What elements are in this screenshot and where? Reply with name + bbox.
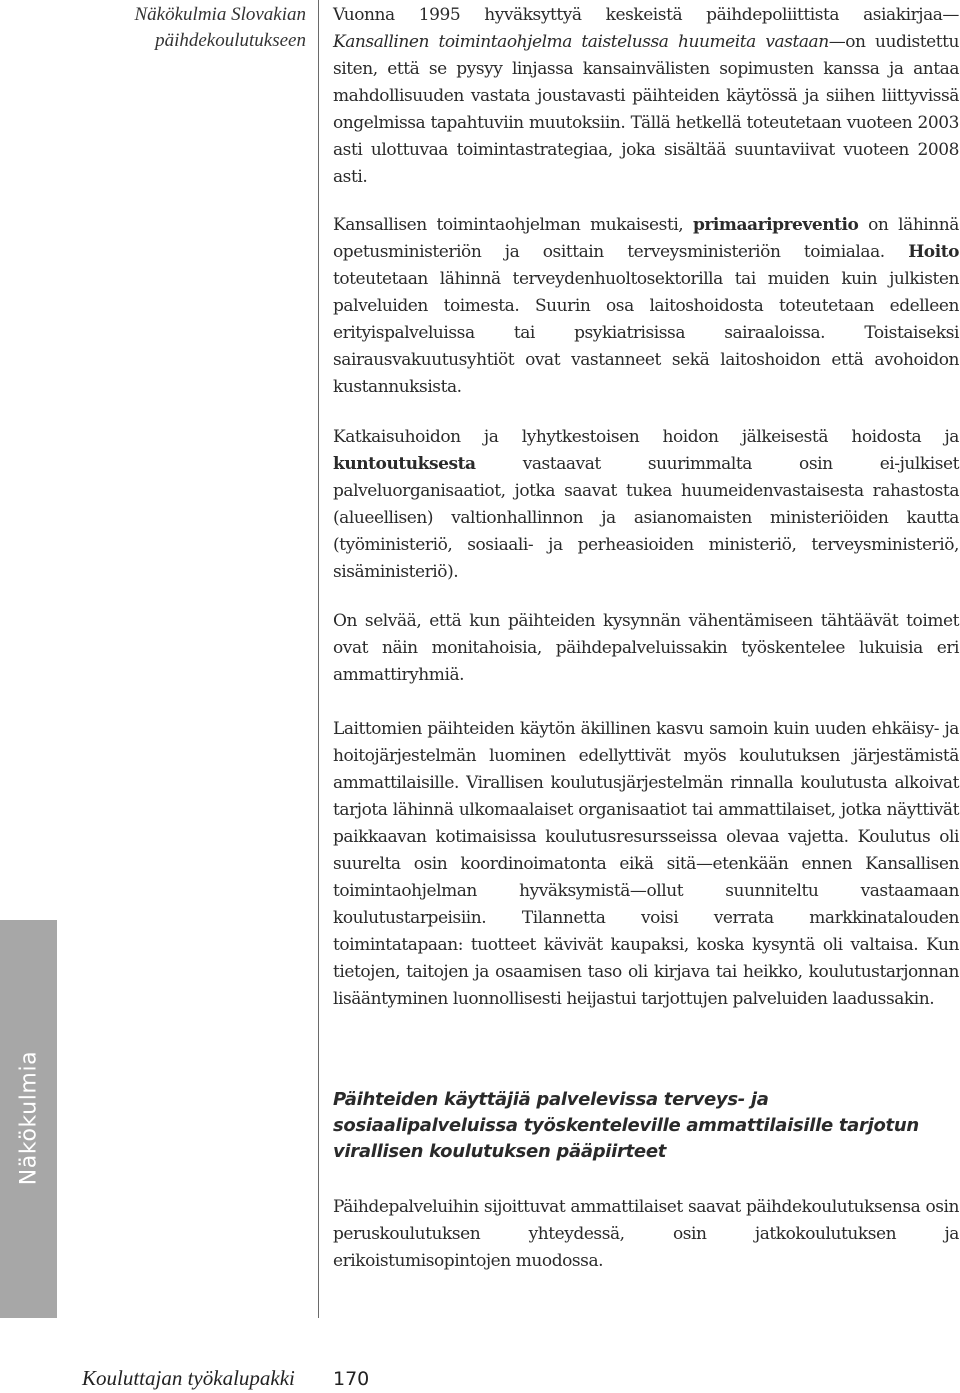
paragraph-2-text-c: toteutetaan lähinnä terveydenhuoltosektorilla tai muiden kuin julkisten palveluiden toimesta. Suurin osa laitoshoidosta toteutetaan edelleen erityispalveluissa tai psykiatrisissa sairaaloissa. Toistaiseksi sairausvakuutusyhtiöt ovat vastanneet sekä laitoshoidon että avohoidon kustannuksista. xyxy=(333,269,959,397)
paragraph-2-text-b: on lähinnä opetusministeriön ja osittain terveysministeriön toimialaa. xyxy=(333,215,959,262)
vertical-divider xyxy=(318,0,319,1318)
paragraph-2-bold-term-2: Hoito xyxy=(908,242,959,262)
paragraph-3 xyxy=(333,424,959,586)
paragraph-1-italic-title: Kansallinen toimintaohjelma taistelussa huumeita vastaan xyxy=(333,32,829,52)
paragraph-1-text-b: —on uudistettu siten, että se pysyy linjassa kansainvälisten sopimusten kanssa ja antaa mahdollisuuden vastata joustavasti päihteiden käytössä ja siihen liittyvissä ongelmissa tapahtuviin muutoksiin. Tällä hetkellä toteutetaan vuoteen 2003 asti ulottuvaa toimintastrategiaa, joka sisältää suuntaviivat vuoteen 2008 asti. xyxy=(333,32,959,187)
paragraph-4: On selvää, että kun päihteiden kysynnän vähentämiseen tähtäävät toimet ovat näin monitahoisia, päihdepalveluissakin työskentelee lukuisia eri ammattiryhmiä. xyxy=(333,611,959,685)
paragraph-2-bold-term-1: primaaripreventio xyxy=(692,215,859,235)
paragraph-3-text-a: Katkaisuhoidon ja lyhytkestoisen hoidon jälkeisestä hoidosta ja xyxy=(333,427,959,447)
section-title: Näkökulmia Slovakian päihdekoulutukseen xyxy=(134,4,306,51)
paragraph-3-text-b: vastaavat suurimmalta osin ei-julkiset palveluorganisaatiot, jotka saavat tukea huumeidenvastaisesta rahastosta (alueellisen) valtionhallinnon ja asianomaisten ministeriöiden kautta (työministeriö, sosiaali- ja perheasioiden ministeriö, terveysministeriö, sisäministeriö). xyxy=(333,454,959,582)
subheading: Päihteiden käyttäjiä palvelevissa terveys- ja sosiaalipalveluissa työskenteleville ammattilaisille tarjotun virallisen koulutuksen pääpiirteet xyxy=(333,1089,919,1162)
side-tab-label: Näkökulmia xyxy=(16,1050,42,1186)
paragraph-1 xyxy=(333,2,959,191)
paragraph-1-text-a: Vuonna 1995 hyväksyttyä keskeistä päihdepoliittista asiakirjaa— xyxy=(333,5,959,25)
paragraph-3-bold-term: kuntoutuksesta xyxy=(333,454,476,474)
paragraph-6: Päihdepalveluihin sijoittuvat ammattilaiset saavat päihdekoulutuksensa osin peruskoulutuksen yhteydessä, osin jatkokoulutuksen ja erikoistumisopintojen muodossa. xyxy=(333,1197,959,1271)
footer-page-number: 170 xyxy=(333,1368,370,1390)
paragraph-2 xyxy=(333,212,959,401)
paragraph-2-text-a: Kansallisen toimintaohjelman mukaisesti, xyxy=(333,215,693,235)
paragraph-5: Laittomien päihteiden käytön äkillinen kasvu samoin kuin uuden ehkäisy- ja hoitojärjestelmän luominen edellyttivät myös koulutuksen järjestämistä ammattilaisille. Virallisen koulutusjärjestelmän rinnalla koulutusta alkoivat tarjota lähinnä ulkomaalaiset organisaatiot tai ammattilaiset, jotka näyttivät paikkaavan kotimaisissa koulutusresursseissa olevaa vajetta. Koulutus oli suurelta osin koordinoimatonta eikä sitä—etenkään ennen Kansallisen toimintaohjelman hyväksymistä—ollut suunniteltu vastaamaan koulutustarpeisiin. Tilannetta voisi verrata markkinatalouden toimintatapaan: tuotteet kävivät kaupaksi, koska kysyntä oli valtaisa. Kun tietojen, taitojen ja osaamisen taso oli kirjava tai heikko, koulutustarjonnan lisääntyminen luonnollisesti heijastui tarjottujen palveluiden laadussakin. xyxy=(333,719,959,1009)
footer-book-title: Kouluttajan työkalupakki xyxy=(82,1366,295,1390)
